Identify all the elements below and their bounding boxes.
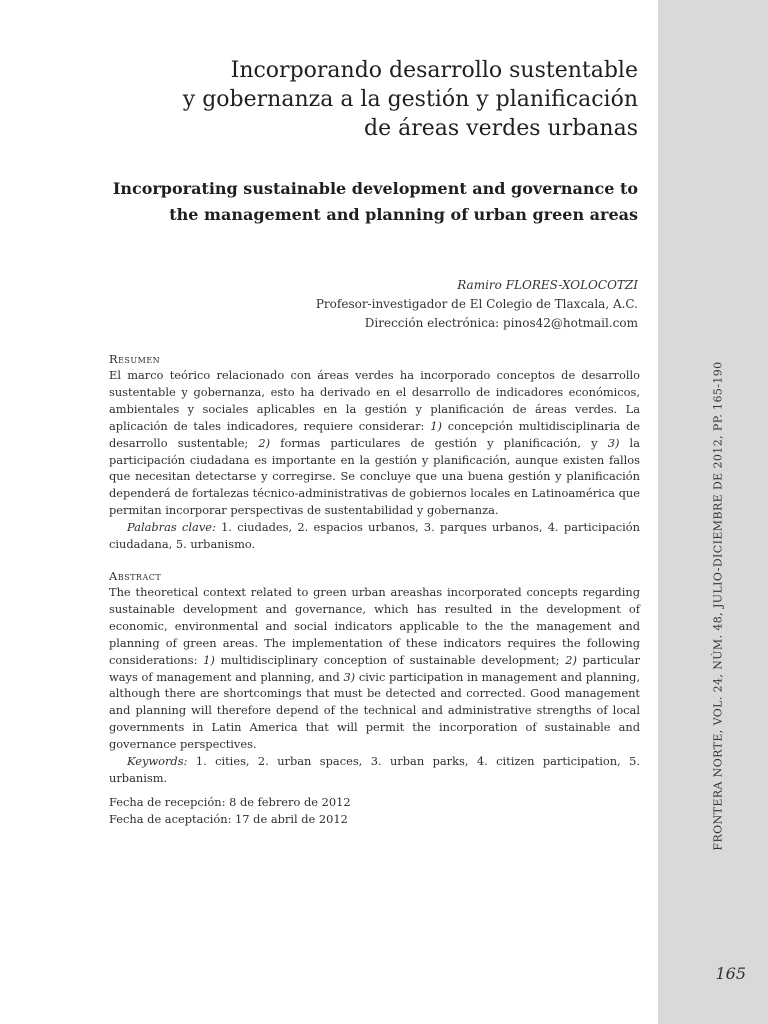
page-number: 165 bbox=[715, 964, 746, 983]
journal-sidebar bbox=[658, 0, 768, 1024]
resumen-keywords-label: Palabras clave: bbox=[127, 520, 216, 535]
abstract-keywords-list: 1. cities, 2. urban spaces, 3. urban parks, 4. citizen participation, 5. urbanism. bbox=[109, 754, 640, 785]
resumen-text: la participación ciudadana es importante en la gestión y planificación, aunque existen fallos que necesitan detectarse y corregirse. Se concluye que una buena gestión y planificación dependerá de fortalezas técnico-administrativas de gobiernos locales en Latinoamérica que permitan incorporar perspectivas de sustentabilidad y gobernanza. bbox=[109, 435, 640, 518]
resumen-text: concepción multidisciplinaria de desarrollo sustentable; bbox=[109, 418, 640, 450]
author-affiliation: Profesor-investigador de El Colegio de Tlaxcala, A.C. bbox=[315, 297, 638, 311]
submission-dates bbox=[109, 794, 351, 828]
journal-reference: FRONTERA NORTE, VOL. 24, NÚM. 48, JULIO-DICIEMBRE DE 2012, PP. 165-190 bbox=[711, 361, 725, 851]
title-spanish-line: de áreas verdes urbanas bbox=[364, 116, 638, 141]
resumen-item-number: 2) bbox=[258, 435, 271, 450]
abstract-text: civic participation in management and planning, although there are shortcomings that must be detected and corrected. Good management and planning will therefore depend of the technical and administrative strengths of local governments in Latin America that will permit the incorporation of sustainable and governance perspectives. bbox=[109, 669, 640, 752]
author-email: Dirección electrónica: pinos42@hotmail.com bbox=[364, 316, 638, 330]
abstract-text: The theoretical context related to green urban areashas incorporated concepts regarding sustainable development and governance, which has resulted in the development of economic, environmental and social indicators applicable to the the management and planning of green areas. The implementation of these indicators requires the following considerations: bbox=[109, 585, 640, 667]
author-block bbox=[218, 276, 638, 333]
abstract-keywords-label: Keywords: bbox=[127, 754, 188, 769]
abstract-body bbox=[109, 584, 640, 753]
abstract-section bbox=[109, 569, 640, 787]
abstract-keywords bbox=[109, 753, 640, 787]
resumen-body bbox=[109, 367, 640, 519]
title-spanish bbox=[118, 56, 638, 143]
received-date: Fecha de recepción: 8 de febrero de 2012 bbox=[109, 795, 351, 809]
resumen-text: formas particulares de gestión y planificación, y bbox=[270, 435, 608, 450]
title-spanish-line: y gobernanza a la gestión y planificación bbox=[182, 87, 638, 112]
resumen-keywords-list: 1. ciudades, 2. espacios urbanos, 3. parques urbanos, 4. participación ciudadana, 5. urbanismo. bbox=[109, 520, 640, 552]
abstract-heading: Abstract bbox=[109, 569, 162, 583]
resumen-heading: Resumen bbox=[109, 352, 161, 366]
resumen-item-number: 1) bbox=[430, 418, 442, 433]
resumen-item-number: 3) bbox=[607, 435, 620, 450]
abstract-item-number: 2) bbox=[565, 652, 577, 667]
abstract-item-number: 3) bbox=[343, 669, 356, 684]
accepted-date: Fecha de aceptación: 17 de abril de 2012 bbox=[109, 812, 348, 826]
abstract-item-number: 1) bbox=[203, 652, 215, 667]
abstract-text: particular ways of management and planning, and bbox=[109, 652, 640, 684]
author-name: Ramiro FLORES-XOLOCOTZI bbox=[457, 278, 638, 292]
title-english bbox=[78, 176, 638, 228]
title-english-line: Incorporating sustainable development and governance to bbox=[112, 179, 638, 198]
title-spanish-line: Incorporando desarrollo sustentable bbox=[230, 58, 638, 83]
resumen-section bbox=[109, 352, 640, 553]
title-english-line: the management and planning of urban green areas bbox=[169, 205, 638, 224]
resumen-text: El marco teórico relacionado con áreas verdes ha incorporado conceptos de desarrollo sustentable y gobernanza, esto ha derivado en el desarrollo de indicadores económicos, ambientales y sociales aplicables en la gestión y planificación de áreas verdes. La aplicación de tales indicadores, requiere considerar: bbox=[109, 368, 640, 433]
resumen-keywords bbox=[109, 519, 640, 553]
abstract-text: multidisciplinary conception of sustainable development; bbox=[214, 652, 566, 667]
